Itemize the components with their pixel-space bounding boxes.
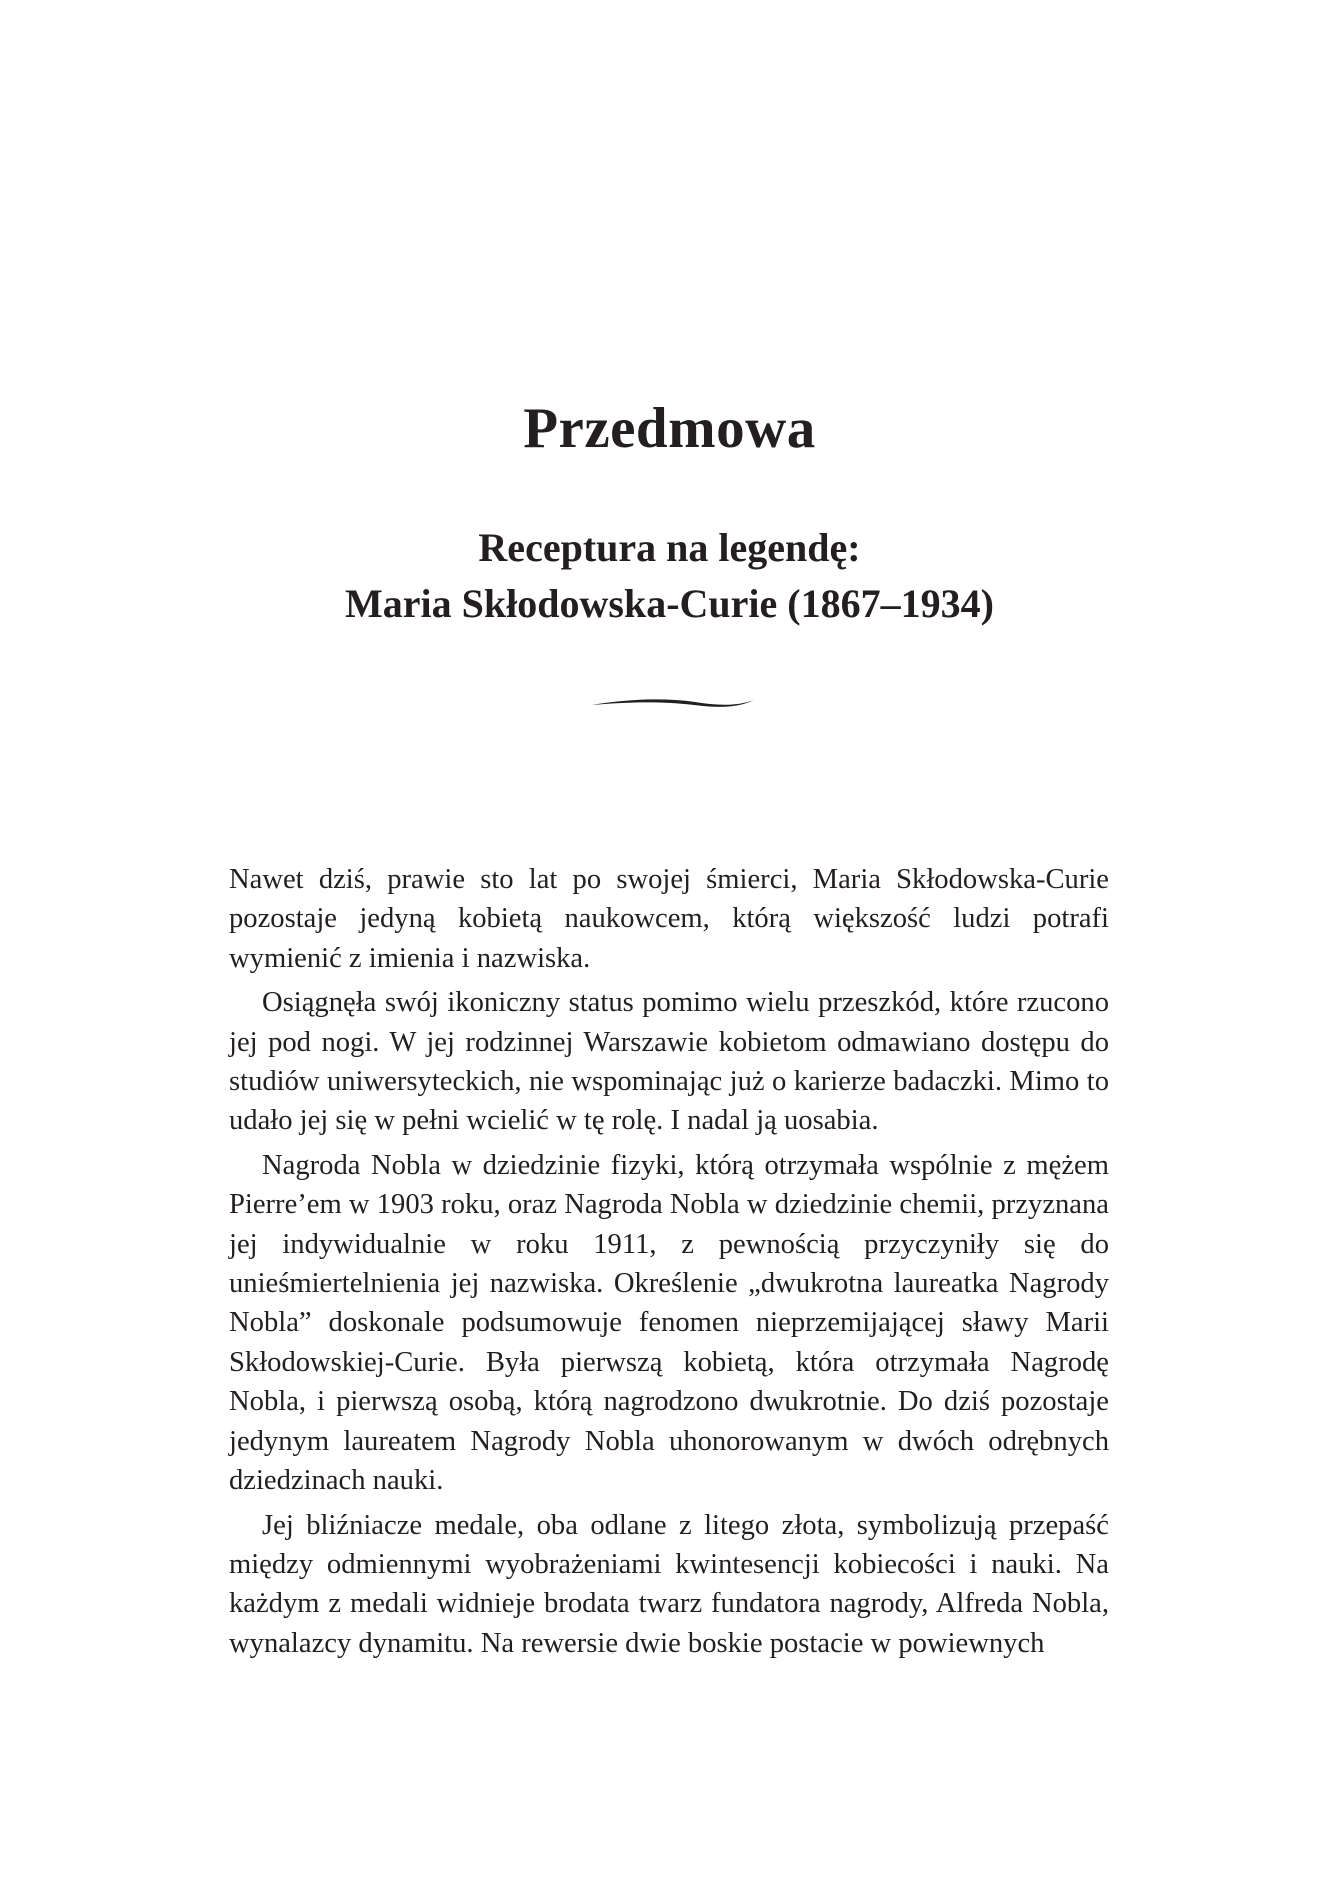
paragraph-4: Jej bliźniacze medale, oba odlane z litego złota, symbolizują przepaść między odmiennymi wyobrażeniami kwintesencji kobiecości i nauki. Na każdym z medali widnieje brodata twarz fundatora nagrody, Alfreda Nobla, wynalazcy dynamitu. Na rewersie dwie boskie postacie w powiewnych [229, 1509, 1109, 1659]
body-text [229, 860, 1109, 1668]
swash-divider-icon [590, 696, 756, 710]
chapter-subtitle [0, 520, 1339, 632]
paragraph-1: Nawet dziś, prawie sto lat po swojej śmierci, Maria Skłodowska-Curie pozostaje jedyną kobietą naukowcem, którą większość ludzi potrafi wymienić z imienia i nazwiska. [229, 864, 1109, 974]
paragraph-3: Nagroda Nobla w dziedzinie fizyki, którą otrzymała wspólnie z mężem Pierre’em w 1903 roku, oraz Nagroda Nobla w dziedzinie chemii, przyznana jej indywidualnie w roku 1911, z pewnością przyczyniły się do unieśmiertelnienia jej nazwiska. Określenie „dwukrotna laureatka Nagrody Nobla” doskonale podsumowuje fenomen nieprzemijającej sławy Marii Skłodowskiej-Curie. Była pierwszą kobietą, która otrzymała Nagrodę Nobla, i pierwszą osobą, którą nagrodzono dwukrotnie. Do dziś pozostaje jedynym laureatem Nagrody Nobla uhonorowanym w dwóch odrębnych dziedzinach nauki. [229, 1149, 1109, 1497]
chapter-title: Przedmowa [523, 397, 816, 460]
subtitle-line-2: Maria Skłodowska-Curie (1867–1934) [345, 581, 994, 626]
paragraph-2: Osiągnęła swój ikoniczny status pomimo wielu przeszkód, które rzucono jej pod nogi. W jej rodzinnej Warszawie kobietom odmawiano dostępu do studiów uniwersyteckich, nie wspominając już o karierze badaczki. Mimo to udało jej się w pełni wcielić w tę rolę. I nadal ją uosabia. [229, 987, 1109, 1137]
subtitle-line-1: Receptura na legendę: [478, 525, 861, 570]
